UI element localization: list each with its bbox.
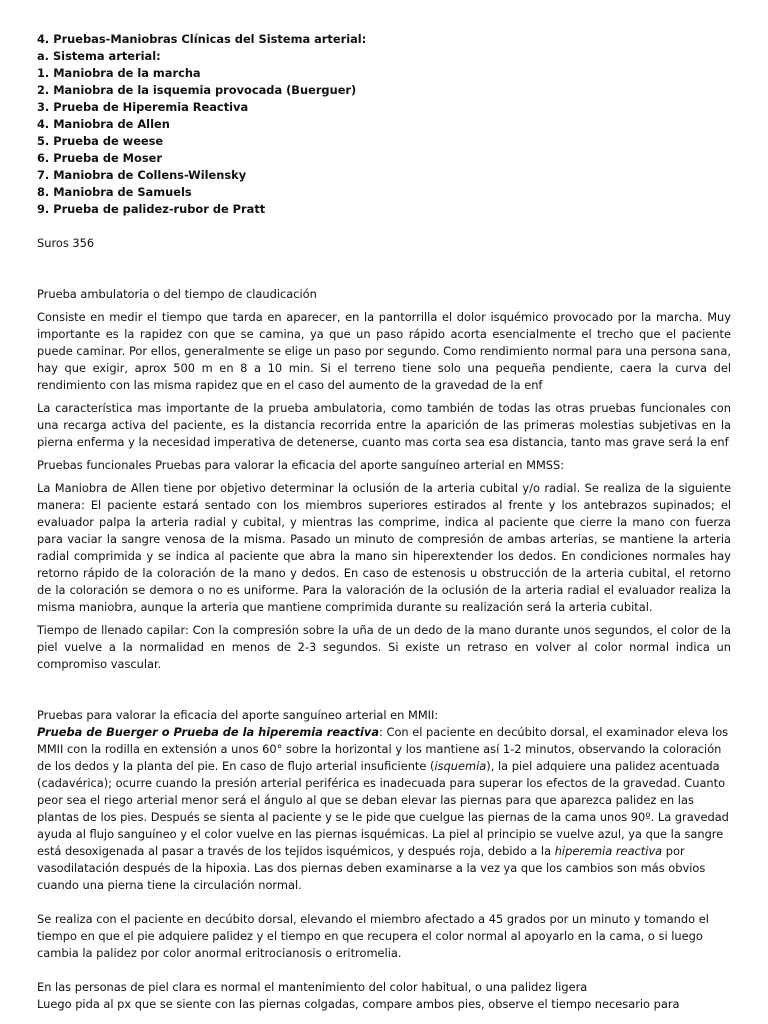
test-name: Prueba de Buerger o Prueba de la hiperemia reactiva xyxy=(37,725,380,739)
list-item: 7. Maniobra de Collens-Wilensky xyxy=(37,168,247,182)
list-item: 4. Maniobra de Allen xyxy=(37,117,170,131)
paragraph: Se realiza con el paciente en decúbito dorsal, elevando el miembro afectado a 45 grados por un minuto y tomando el tiempo en que el pie adquiere palidez y el tiempo en que recupera el color normal al apoyarlo en la cama, o si luego cambia la palidez por color anormal eritrocianosis o eritromelia. xyxy=(37,912,709,960)
paragraph: Luego pida al px que se siente con las piernas colgadas, compare ambos pies, observe el tiempo necesario para xyxy=(37,997,680,1011)
list-item: 3. Prueba de Hiperemia Reactiva xyxy=(37,100,249,114)
paragraph: Tiempo de llenado capilar: Con la compresión sobre la uña de un dedo de la mano durante unos segundos, el color de la piel vuelve a la normalidad en menos de 2-3 segundos. Si existe un retraso en volver al color normal indica un compromiso vascular. xyxy=(37,623,731,671)
list-item: 8. Maniobra de Samuels xyxy=(37,185,192,199)
section-title-mmii: Pruebas para valorar la eficacia del aporte sanguíneo arterial en MMII: xyxy=(37,708,439,722)
paragraph: Prueba de Buerger o Prueba de la hiperemia reactiva: Con el paciente en decúbito dorsal, el examinador eleva los MMII con la rodilla en extensión a unos 60° sobre la horizontal y los mantiene así 1-2 minutos, observando la coloración de los dedos y la planta del pie. En caso de flujo arterial insuficiente (isquemia), la piel adquiere una palidez acentuada (cadavérica); ocurre cuando la presión arterial periférica es inadecuada para superar los efectos de la gravedad. Cuanto peor sea el riego arterial menor será el ángulo al que se deban elevar las piernas para que aparezca palidez en las plantas de los pies. Después se sienta al paciente y se le pide que cuelgue las piernas de la cama unos 90º. La gravedad ayuda al flujo sanguíneo y el color vuelve en las piernas isquémicas. La piel al principio se vuelve azul, ya que la sangre está desoxigenada al pasar a través de los tejidos isquémicos, y después roja, debido a la hiperemia reactiva por vasodilatación después de la hipoxia. Las dos piernas deben examinarse a la vez ya que los cambios son más obvios cuando una pierna tiene la circulación normal. xyxy=(37,725,729,892)
emphasis: hiperemia reactiva xyxy=(554,844,663,858)
paragraph: Consiste en medir el tiempo que tarda en aparecer, en la pantorrilla el dolor isquémico provocado por la marcha. Muy importante es la rapidez con que se camina, ya que un paso rápido acorta esencialmente el trecho que el paciente puede caminar. Por ellos, generalmente se elige un paso por segundo. Como rendimiento normal para una persona sana, hay que exigir, aprox 500 m en 8 a 10 min. Si el terreno tiene solo una pequeña pendiente, caera la curva del rendimiento con las misma rapidez que en el caso del aumento de la gravedad de la enf xyxy=(37,310,731,392)
section-heading: 4. Pruebas-Maniobras Clínicas del Sistema arterial: xyxy=(37,32,367,46)
list-item: 9. Prueba de palidez-rubor de Pratt xyxy=(37,202,266,216)
paragraph: La Maniobra de Allen tiene por objetivo determinar la oclusión de la arteria cubital y/o radial. Se realiza de la siguiente manera: El paciente estará sentado con los miembros superiores estirados al frente y los antebrazos supinados; el evaluador palpa la arteria radial y cubital, y mientras las comprime, indica al paciente que cierre la mano con fuerza para vaciar la sangre venosa de la misma. Pasado un minuto de compresión de ambas arterias, se mantiene la arteria radial comprimida y se indica al paciente que abra la mano sin hiperextender los dedos. En condiciones normales hay retorno rápido de la coloración de la mano y dedos. En caso de estenosis u obstrucción de la arteria cubital, el retorno de la coloración se demora o no es uniforme. Para la valoración de la oclusión de la arteria radial el evaluador realiza la misma maniobra, aunque la arteria que mantiene comprimida durante su realización será la arteria cubital. xyxy=(37,481,731,614)
source-reference: Suros 356 xyxy=(37,236,95,250)
list-item: 2. Maniobra de la isquemia provocada (Buerguer) xyxy=(37,83,357,97)
section-title-ambulatory: Prueba ambulatoria o del tiempo de claudicación xyxy=(37,287,317,301)
section-title-mmss: Pruebas funcionales Pruebas para valorar la eficacia del aporte sanguíneo arterial en MMSS: xyxy=(37,458,565,472)
subsection-heading: a. Sistema arterial: xyxy=(37,49,161,63)
document-page xyxy=(37,31,731,1013)
list-item: 5. Prueba de weese xyxy=(37,134,164,148)
maneuver-list xyxy=(37,65,731,218)
list-item: 1. Maniobra de la marcha xyxy=(37,66,201,80)
paragraph: La característica mas importante de la prueba ambulatoria, como también de todas las otras pruebas funcionales con una recarga activa del paciente, es la distancia recorrida entre la aparición de las primeras molestias subjetivas en la pierna enferma y la necesidad imperativa de detenerse, cuanto mas corta sea esa distancia, tanto mas grave será la enf xyxy=(37,401,731,449)
list-item: 6. Prueba de Moser xyxy=(37,151,162,165)
emphasis: isquemia xyxy=(434,759,487,773)
paragraph: En las personas de piel clara es normal el mantenimiento del color habitual, o una palidez ligera xyxy=(37,980,588,994)
